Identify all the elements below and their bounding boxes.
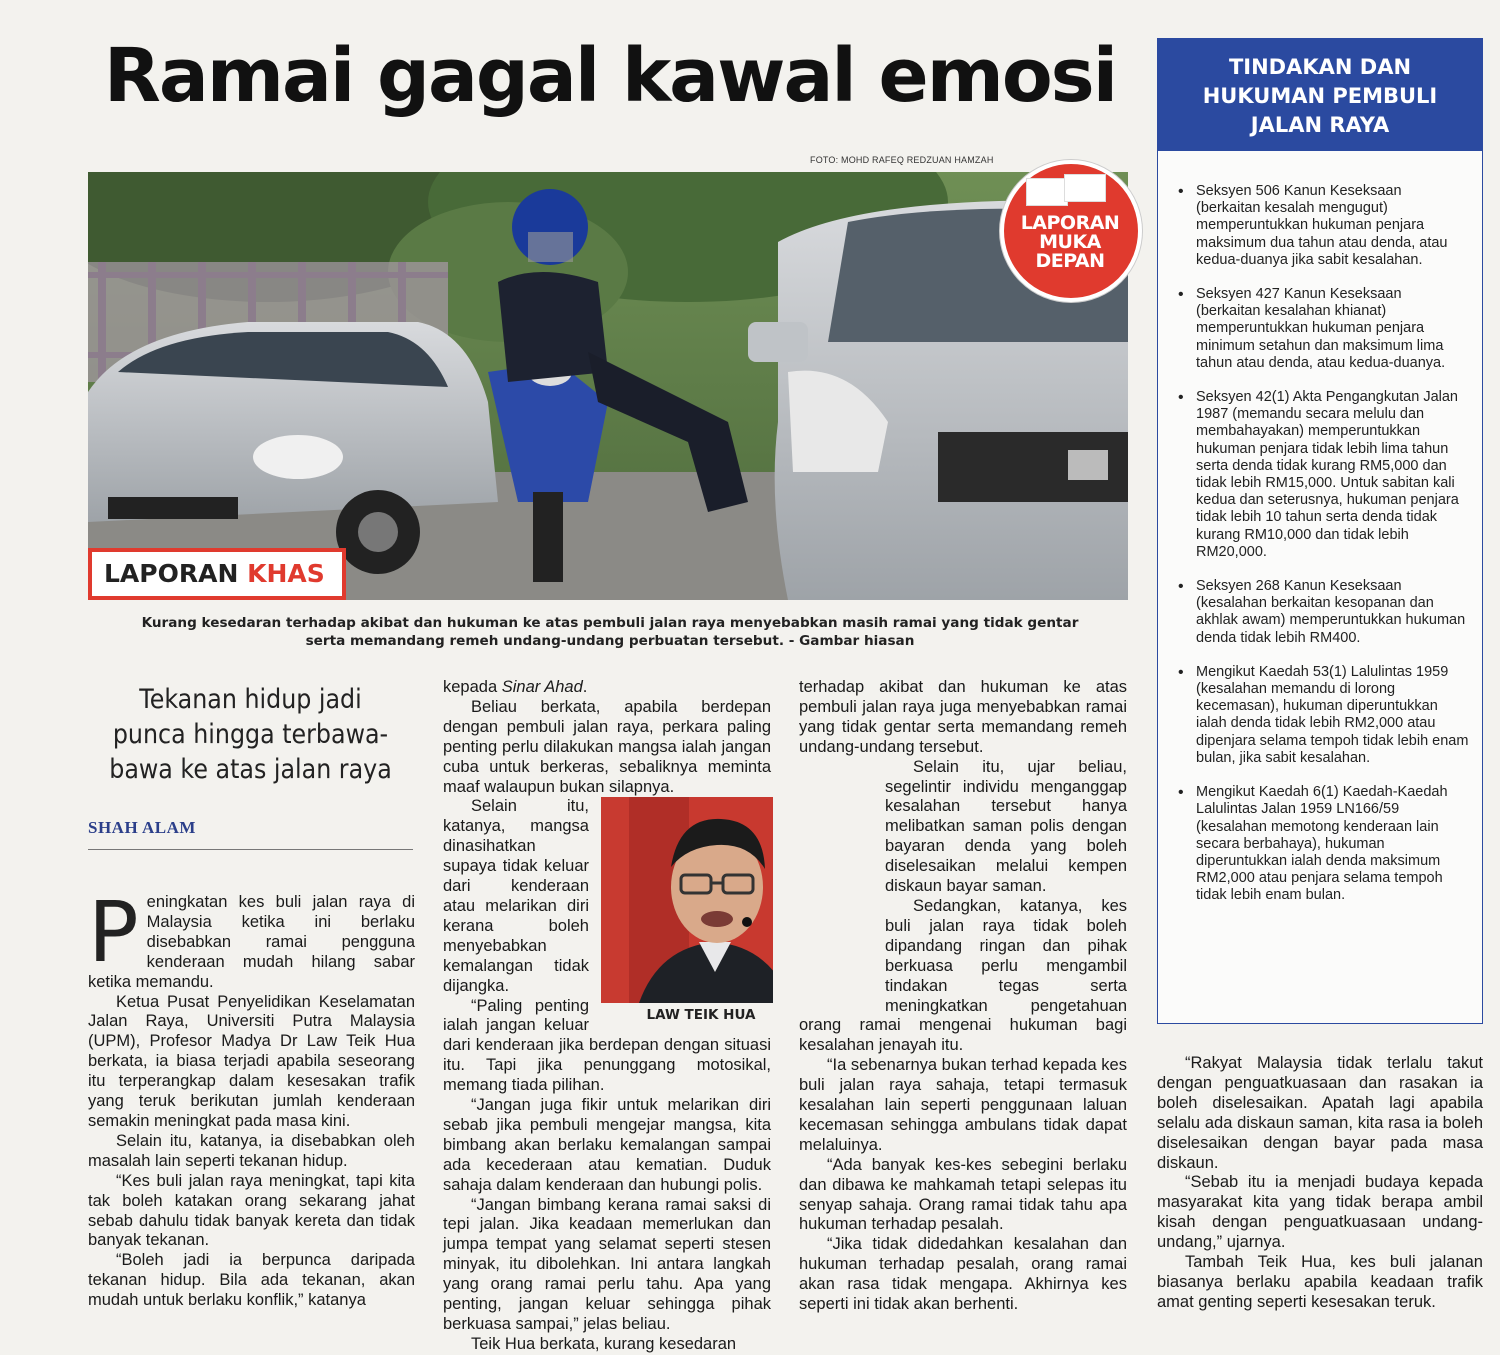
sidebar-list-item: • Mengikut Kaedah 6(1) Kaedah-Kaedah Lalulintas Jalan 1959 LN166/59 (kesalahan memotong kenderaan lain secara berbahaya), hukuman diperuntukkan ialah denda maksimum RM2,000 atau penjara selama tempoh tidak lebih enam bulan. — [1178, 784, 1470, 904]
badge-line1: LAPORAN — [1020, 212, 1120, 234]
article-paragraph: terhadap akibat dan hukuman ke atas pembuli jalan raya juga menyebabkan ramai yang tidak gentar serta memandang remeh undang-undang tersebut. — [799, 678, 1127, 756]
article-paragraph — [88, 883, 415, 993]
article-paragraph — [799, 758, 1127, 897]
article-paragraph: “Ia sebenarnya bukan terhad kepada kes buli jalan raya sahaja, tetapi termasuk kesalahan lain seperti penggunaan laluan kecemasan sehingga ambulans tidak dapat melaluinya. — [799, 1056, 1127, 1154]
article-paragraph: Selain itu, katanya, ia disebabkan oleh masalah lain seperti tekanan hidup. — [88, 1131, 415, 1170]
article-paragraph: “Kes buli jalan raya meningkat, tapi kita tak boleh katakan orang sekarang jahat sebab dahulu tidak banyak kereta dan tidak banyak tekanan. — [88, 1171, 415, 1250]
article-paragraph: Beliau berkata, apabila berdepan dengan pembuli jalan raya, perkara paling penting perlu dilakukan mangsa ialah jangan cuba untuk berkeras, sebaliknya meminta maaf walaupun bukan silapnya. — [443, 697, 771, 796]
article-column-1 — [88, 883, 415, 1311]
article-paragraph: “Jangan bimbang kerana ramai saksi di tepi jalan. Jika keadaan memerlukan dan jumpa tempat yang selamat seperti stesen minyak, itu dibolehkan. Ini antara langkah yang orang ramai perlu tahu. Apa yang penting, jangan keluar sehingga pihak berkuasa sampai,” jelas beliau. — [443, 1195, 771, 1333]
article-paragraph: Ketua Pusat Penyelidikan Keselamatan Jalan Raya, Universiti Putra Malaysia (UPM), Profesor Madya Dr Law Teik Hua berkata, ia biasa terjadi apabila seseorang itu terperangkap dalam kesesakan trafik yang teruk berikutan jumlah kenderaan semakin meningkat pada masa kini. — [88, 992, 415, 1130]
article-paragraph: “Sebab itu ia menjadi budaya kepada masyarakat kita yang tidak berapa ambil kisah dengan penguatkuasaan undang-undang,” ujarnya. — [1157, 1173, 1483, 1252]
photo-credit: FOTO: MOHD RAFEQ REDZUAN HAMZAH — [810, 155, 994, 165]
headline: Ramai gagal kawal emosi — [103, 33, 1117, 119]
sidebar-list-item: • Seksyen 506 Kanun Keseksaan (berkaitan kesalah mengugut) memperuntukkan hukuman penjara maksimum dua tahun atau denda, atau kedua-duanya jika sabit kesalahan. — [1178, 183, 1470, 269]
article-paragraph: “Jangan juga fikir untuk melarikan diri sebab jika pembuli mengejar mangsa, kita bimbang akan berlaku kemalangan sampai ada kecederaan atau kematian. Duduk sahaja dalam kenderaan dan hubungi polis. — [443, 1096, 771, 1194]
article-paragraph: “Ada banyak kes-kes sebegini berlaku dan dibawa ke mahkamah tetapi selepas itu senyap sahaja. Orang ramai tidak tahu apa hukuman terhadap pesalah. — [799, 1155, 1127, 1234]
drop-cap: P — [88, 883, 139, 981]
tag-part2: KHAS — [247, 559, 325, 588]
person-portrait-illustration — [629, 797, 773, 1003]
badge-line2: MUKA — [1039, 231, 1101, 253]
article-column-4 — [1157, 1054, 1483, 1313]
publication-name: Sinar Ahad — [501, 678, 583, 696]
main-photo — [88, 172, 1128, 600]
article-paragraph: Teik Hua berkata, kurang kesedaran — [471, 1334, 737, 1353]
paragraph-text: . — [582, 678, 588, 696]
sidebar-list — [1178, 183, 1470, 922]
sidebar-list-item: • Mengikut Kaedah 53(1) Lalulintas 1959 (kesalahan memandu di lorong kecemasan), hukuman diperuntukkan ialah denda tidak lebih RM2,000 atau dipenjara selama tempoh tidak lebih enam bulan, jika sabit kesalahan. — [1178, 664, 1470, 767]
paragraph-text: Selain itu, katanya, mangsa dinasihatkan supaya tidak keluar dari kenderaan atau melarikan diri kerana boleh menyebabkan kemalangan tidak dijangka. — [443, 797, 589, 995]
front-page-badge-text — [1006, 214, 1134, 271]
sidebar-list-item: • Seksyen 427 Kanun Keseksaan (berkaitan kesalahan khianat) memperuntukkan hukuman penjara minimum setahun dan maksimum lima tahun atau denda, atau kedua-duanya. — [1178, 286, 1470, 372]
article-paragraph: Tambah Teik Hua, kes buli jalanan biasanya berlaku apabila keadaan trafik amat genting seperti kesesakan teruk. — [1157, 1253, 1483, 1311]
badge-line3: DEPAN — [1035, 250, 1105, 272]
article-paragraph: “Jika tidak didedahkan kesalahan dan hukuman terhadap pesalah, orang ramai akan rasa tidak mengapa. Akhirnya kes seperti ini tidak akan berhenti. — [799, 1235, 1127, 1314]
article-paragraph: “Boleh jadi ia berpunca daripada tekanan hidup. Bila ada tekanan, akan mudah untuk berlaku konflik,” katanya — [88, 1251, 415, 1310]
article-column-2 — [443, 678, 771, 1355]
tag-part1: LAPORAN — [104, 559, 239, 588]
paragraph-text: kepada — [443, 678, 502, 696]
article-paragraph: “Paling penting ialah jangan keluar dari kenderaan jika berdepan dengan situasi itu. Tapi jika penunggang motosikal, memang tiada pilihan. — [443, 996, 771, 1095]
divider — [88, 849, 413, 850]
road-scene-illustration — [88, 172, 1128, 600]
subheadline: Tekanan hidup jadi punca hingga terbawa-bawa ke atas jalan raya — [109, 684, 392, 785]
article-paragraph — [443, 678, 771, 698]
paragraph-text: Selain itu, ujar beliau, segelintir individu menganggap kesalahan tersebut hanya melibatkan saman polis dengan bayaran denda yang boleh diselesaikan melalui kempen diskaun bayar saman. — [885, 757, 1127, 896]
portrait-overlap-spacer — [799, 814, 885, 1004]
article-column-3 — [799, 678, 1127, 1315]
sidebar-title — [1158, 39, 1482, 151]
sidebar-title-line: JALAN RAYA — [1250, 113, 1390, 137]
photo-caption: Kurang kesedaran terhadap akibat dan hukuman ke atas pembuli jalan raya menyebabkan masih ramai yang tidak gentar serta memandang remeh undang-undang perbuatan tersebut. - Gambar hiasan — [141, 615, 1079, 649]
article-paragraph: Sedangkan, katanya, kes buli jalan raya tidak boleh dipandang ringan dan pihak berkuasa perlu mengambil tindakan tegas serta meningkatkan pengetahuan orang ramai mengenai hukuman bagi kesalahan jenayah itu. — [799, 896, 1127, 1055]
sidebar-list-item: • Seksyen 42(1) Akta Pengangkutan Jalan 1987 (memandu secara melulu dan membahayakan) memperuntukkan hukuman penjara tidak lebih lima tahun serta denda tidak kurang RM5,000 dan tidak lebih RM15,000. Untuk sabitan kali kedua dan seterusnya, hukuman penjara tidak lebih 10 tahun serta denda tidak kurang RM10,000 dan tidak lebih RM20,000. — [1178, 389, 1470, 561]
sidebar-title-line: HUKUMAN PEMBULI — [1202, 84, 1438, 108]
article-paragraph: “Rakyat Malaysia tidak terlalu takut dengan penguatkuasaan dan rasakan ia boleh diselesaikan. Apatah lagi apabila selalu ada diskaun saman, kita rasa ia boleh diselesaikan dengan bayar pada masa diskaun. — [1157, 1054, 1483, 1172]
sidebar-list-item: • Seksyen 268 Kanun Keseksaan (kesalahan berkaitan kesopanan dan akhlak awam) memperuntukkan hukuman denda tidak lebih RM400. — [1178, 578, 1470, 647]
article-paragraph — [443, 797, 771, 1024]
portrait-block — [601, 797, 773, 1029]
portrait-photo — [601, 797, 773, 1003]
paragraph-text: eningkatan kes buli jalan raya di Malaysia ketika ini berlaku disebabkan ramai pengguna kenderaan mudah hilang sabar ketika memandu. — [88, 893, 415, 991]
portrait-name: LAW TEIK HUA — [646, 1007, 756, 1024]
dateline: SHAH ALAM — [88, 818, 196, 837]
sidebar-title-line: TINDAKAN DAN — [1228, 55, 1412, 79]
mini-newspaper-icon — [1064, 174, 1106, 202]
laporan-khas-tag — [88, 548, 346, 600]
mini-newspaper-icon — [1026, 178, 1068, 206]
